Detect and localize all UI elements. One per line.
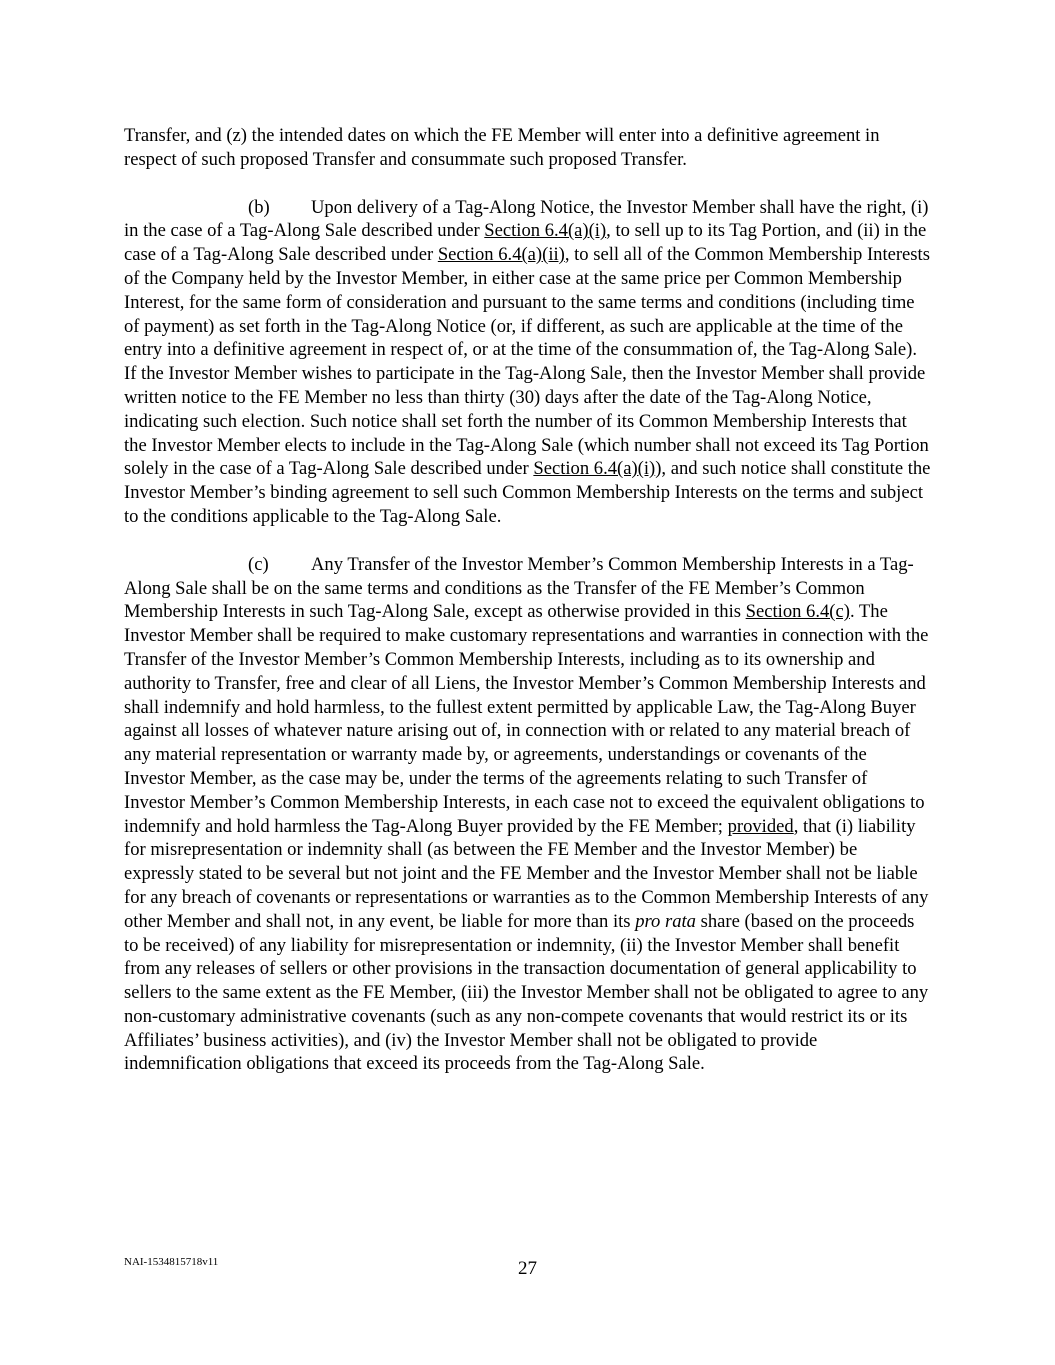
section-reference-6-4-a-ii: Section 6.4(a)(ii)	[437, 244, 565, 266]
paragraph-c	[124, 553, 932, 1077]
proviso-term: provided	[727, 815, 794, 837]
paragraph-b-text-1: Upon delivery of a Tag-Along Notice, the Investor Member shall have the right, (i) in the case of a Tag-Along Sale described under	[124, 196, 929, 242]
pro-rata-term: pro rata	[635, 910, 696, 932]
paragraph-c-text-2: . The Investor Member shall be required to make customary representations and warranties in connection with the Transfer of the Investor Member’s Common Membership Interests, including as to its ownership and authority to Transfer, free and clear of all Liens, the Investor Member’s Common Membership Interests and shall indemnify and hold harmless, to the fullest extent permitted by applicable Law, the Tag-Along Buyer against all losses of whatever nature arising out of, in connection with or related to any material breach of any material representation or warranty made by, or agreements, understandings or covenants of the Investor Member, as the case may be, under the terms of the agreements relating to such Transfer of Investor Member’s Common Membership Interests, in each case not to exceed the equivalent obligations to indemnify and hold harmless the Tag-Along Buyer provided by the FE Member;	[124, 601, 929, 837]
paragraph-b-label: (b)	[248, 196, 270, 218]
paragraph-b-text-2: , to sell up to its Tag Portion, and (ii) in the case of a Tag-Along Sale described under	[124, 220, 927, 266]
section-reference-6-4-a-i: Section 6.4(a)(i)	[484, 220, 607, 242]
paragraph-b	[124, 196, 932, 529]
paragraph-c-label: (c)	[248, 553, 269, 575]
paragraph-c-text-4: share (based on the proceeds to be received) of any liability for misrepresentation or indemnity, (ii) the Investor Member shall benefit from any releases of sellers or other provisions in the transaction documentation of general applicability to sellers to the same extent as the FE Member, (iii) the Investor Member shall not be obligated to agree to any non-customary administrative covenants (such as any non-compete covenants that would restrict its or its Affiliates’ business activities), and (iv) the Investor Member shall not be obligated to provide indemnification obligations that exceed its proceeds from the Tag-Along Sale.	[124, 910, 929, 1075]
paragraph-c-text-3: , that (i) liability for misrepresentation or indemnity shall (as between the FE Member and the Investor Member) be expressly stated to be several but not joint and the FE Member and the Investor Member shall not be liable for any breach of covenants or representations or warranties as to the Common Membership Interests of any other Member and shall not, in any event, be liable for more than its	[124, 815, 929, 932]
document-id: NAI-1534815718v11	[124, 1256, 219, 1268]
document-body	[124, 124, 932, 1100]
paragraph-a-text: Transfer, and (z) the intended dates on which the FE Member will enter into a definitive agreement in respect of such proposed Transfer and consummate such proposed Transfer.	[124, 125, 880, 170]
page-number: 27	[518, 1258, 537, 1279]
section-reference-6-4-a-i-second: Section 6.4(a)(i)	[533, 458, 656, 480]
paragraph-b-text-3: , to sell all of the Common Membership Interests of the Company held by the Investor Member, in either case at the same price per Common Membership Interest, for the same form of consideration and pursuant to the same terms and conditions (including time of payment) as set forth in the Tag-Along Notice (or, if different, as such are applicable at the time of the entry into a definitive agreement in respect of, or at the time of the consummation of, the Tag-Along Sale). If the Investor Member wishes to participate in the Tag-Along Sale, then the Investor Member shall provide written notice to the FE Member no less than thirty (30) days after the date of the Tag-Along Notice, indicating such election. Such notice shall set forth the number of its Common Membership Interests that the Investor Member elects to include in the Tag-Along Sale (which number shall not exceed its Tag Portion solely in the case of a Tag-Along Sale described under	[124, 244, 930, 480]
paragraph-c-text-1: Any Transfer of the Investor Member’s Common Membership Interests in a Tag-Along Sale shall be on the same terms and conditions as the Transfer of the FE Member’s Common Membership Interests in such Tag-Along Sale, except as otherwise provided in this	[124, 553, 914, 623]
paragraph-b-text-4: ), and such notice shall constitute the Investor Member’s binding agreement to sell such Common Membership Interests on the terms and subject to the conditions applicable to the Tag-Along Sale.	[124, 458, 931, 527]
section-reference-6-4-c: Section 6.4(c)	[745, 601, 850, 623]
paragraph-a-continuation	[124, 124, 932, 172]
